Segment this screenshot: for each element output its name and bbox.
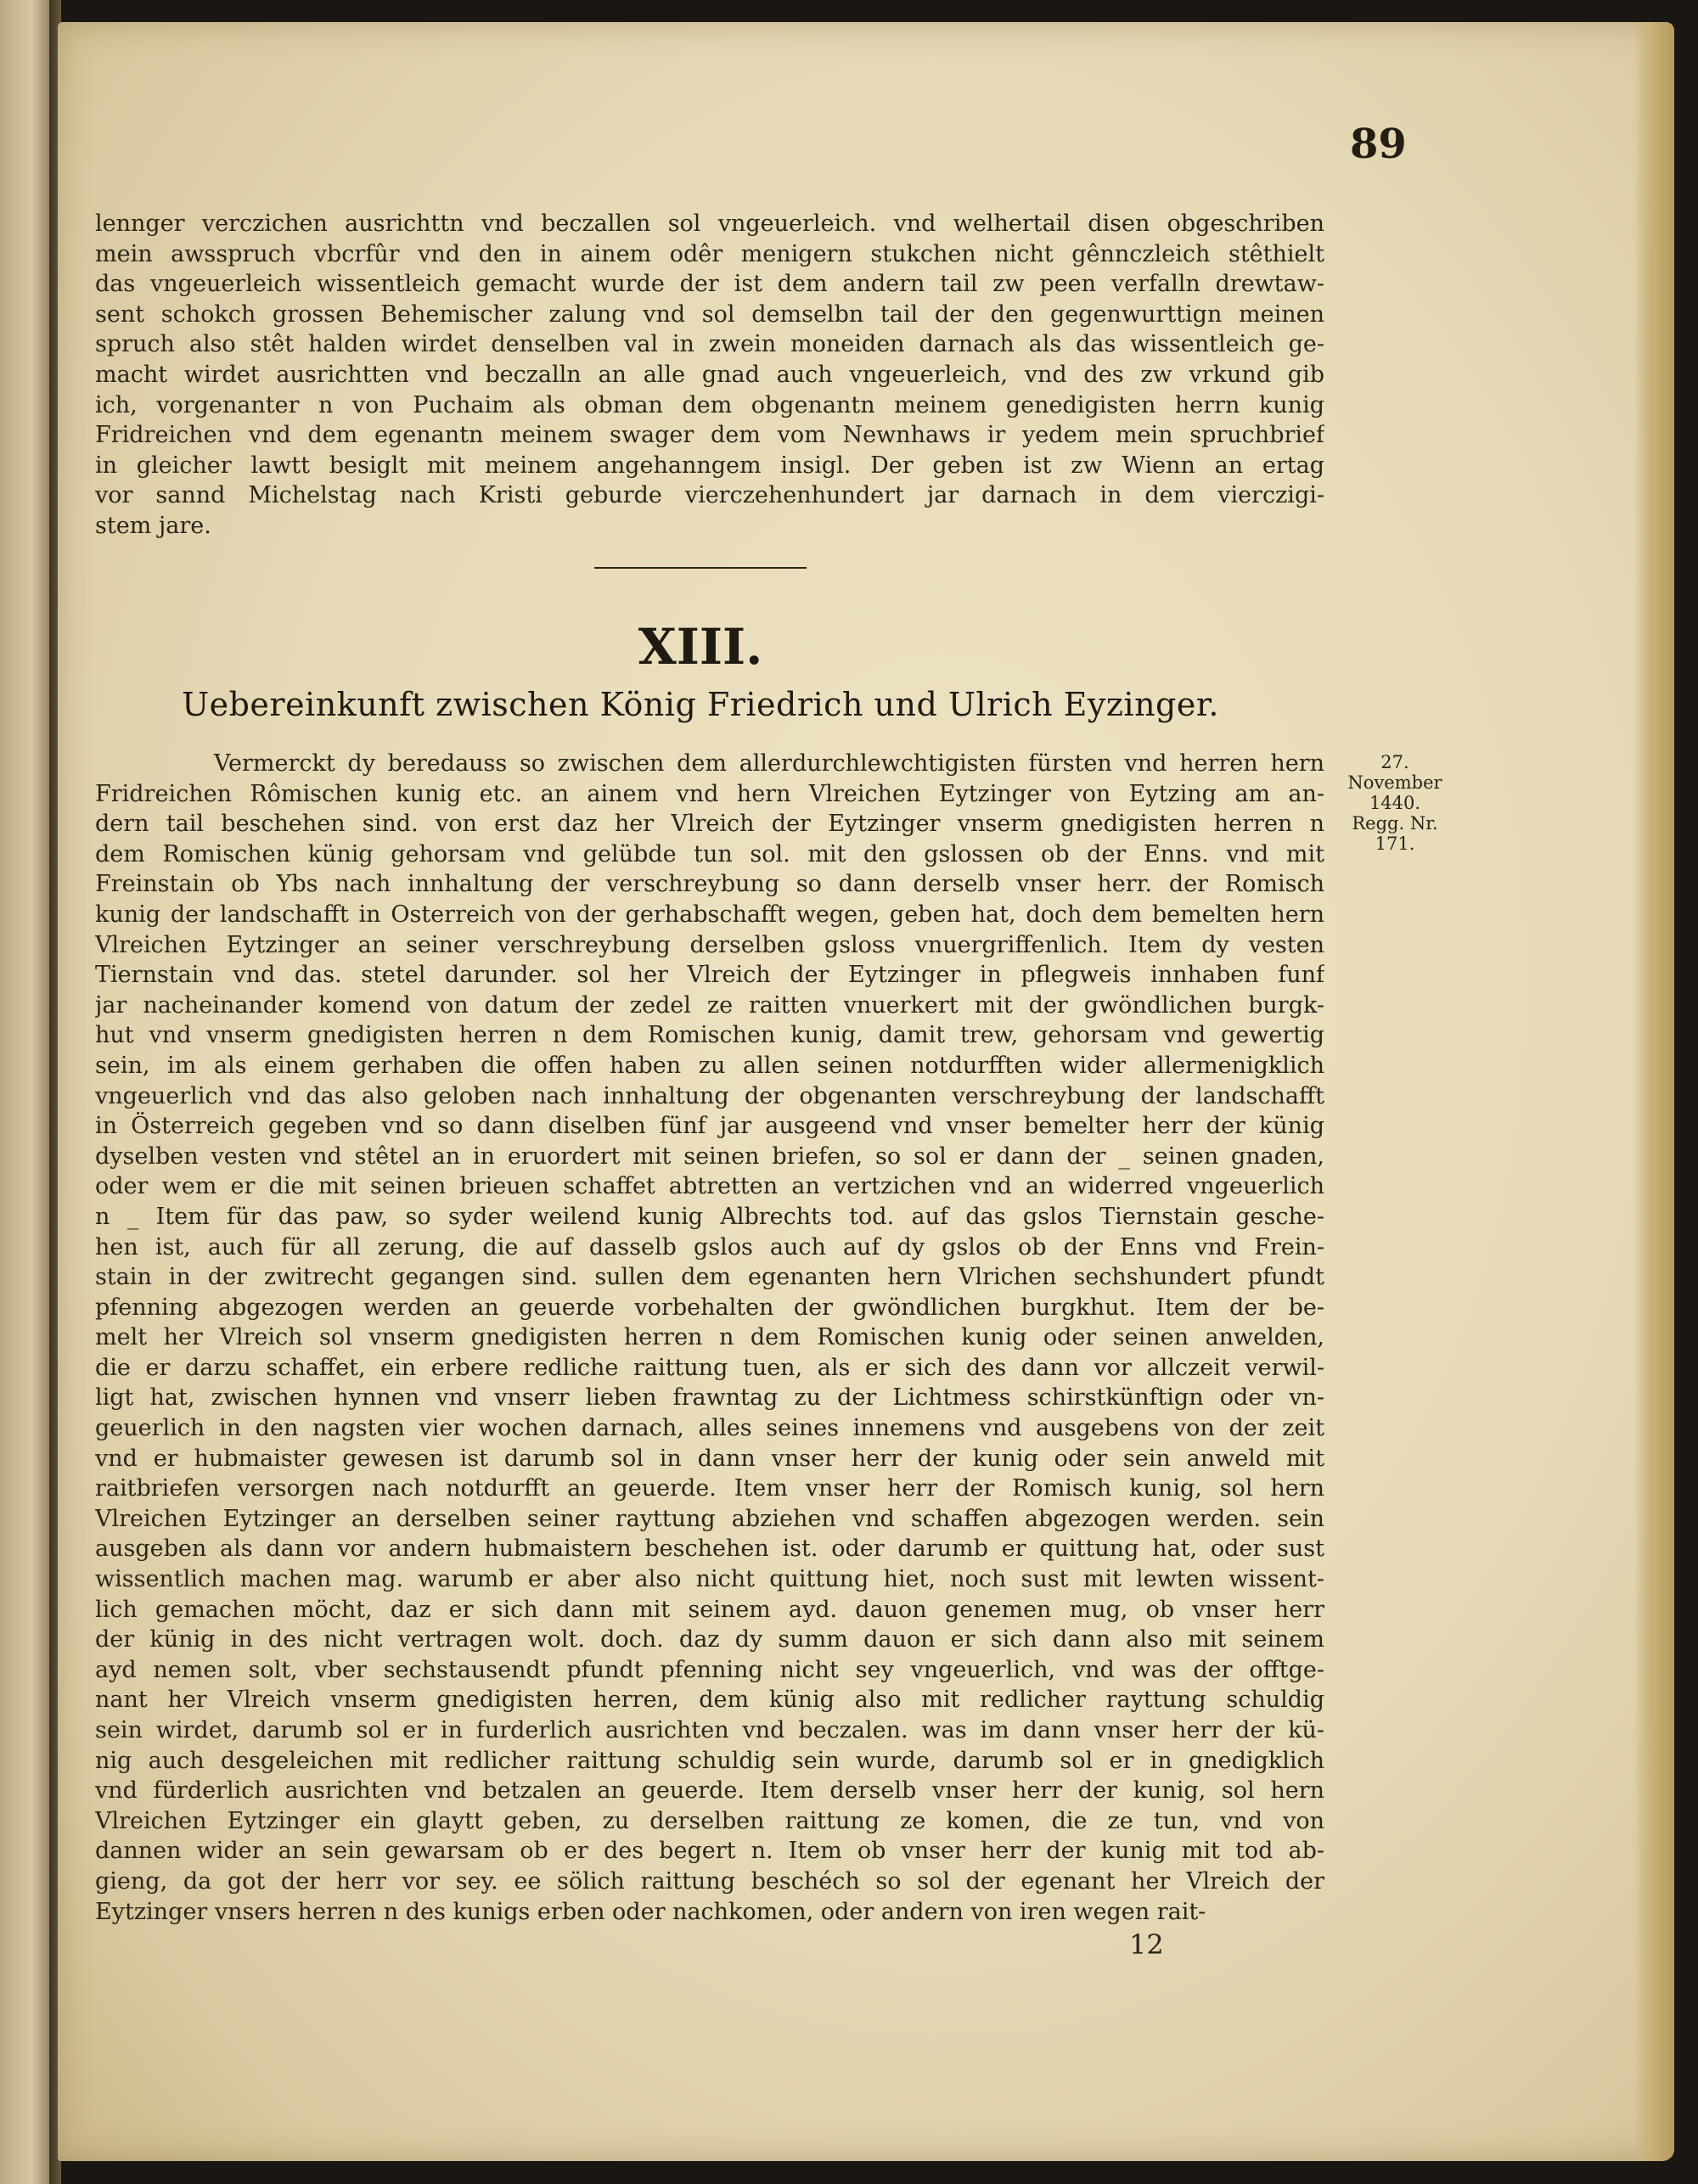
body-text-line: hut vnd vnserm gnedigisten herren n dem Romischen kunig, damit trew, gehorsam vnd gewertig — [95, 1022, 1324, 1049]
intro-text-line: lennger verczichen ausrichttn vnd beczallen sol vngeuerleich. vnd welhertail disen obgeschriben — [95, 211, 1324, 237]
body-text-line: Freinstain ob Ybs nach innhaltung der verschreybung so dann derselb vnser herr. der Romisch — [95, 871, 1324, 898]
intro-text-line: sent schokch grossen Behemischer zalung vnd sol demselbn tail der den gegenwurttign meinen — [95, 300, 1324, 328]
body-text-line: ligt hat, zwischen hynnen vnd vnserr lieben frawntag zu der Lichtmess schirstkünftign oder vn- — [95, 1384, 1324, 1412]
section-divider — [594, 567, 807, 569]
body-text-line: dyselben vesten vnd stêtel an in eruordert mit seinen briefen, so sol er dann der _ seinen gnaden, — [95, 1143, 1324, 1170]
body-text-line: nant her Vlreich vnserm gnedigisten herren, dem künig also mit redlicher rayttung schuldig — [95, 1687, 1324, 1714]
body-text-line: stain in der zwitrecht gegangen sind. sullen dem egenanten hern Vlrichen sechshundert pfundt — [95, 1264, 1324, 1291]
body-text-line: dannen wider an sein gewarsam ob er des begert n. Item ob vnser herr der kunig mit tod ab- — [95, 1838, 1324, 1865]
body-text-line: in Österreich gegeben vnd so dann diselben fünf jar ausgeend vnd vnser bemelter herr der künig — [95, 1113, 1324, 1140]
body-text-line: n _ Item für das paw, so syder weilend kunig Albrechts tod. auf das gslos Tiernstain gesche- — [95, 1203, 1324, 1230]
body-text-line: dern tail beschehen sind. von erst daz her Vlreich der Eytzinger vnserm gnedigisten herren n — [95, 811, 1324, 838]
body-text-line: Vlreichen Eytzinger an seiner verschreybung derselben gsloss vnuergriffenlich. Item dy vesten — [95, 931, 1324, 958]
body-text-line: ausgeben als dann vor andern hubmaistern beschehen ist. oder darumb er quittung hat, oder sust — [95, 1536, 1324, 1563]
page-number: 89 — [1350, 121, 1407, 168]
body-text-line: Fridreichen Rômischen kunig etc. an ainem vnd hern Vlreichen Eytzinger von Eytzing am an- — [95, 780, 1324, 807]
body-text-line: der künig in des nicht vertragen wolt. doch. daz dy summ dauon er sich dann also mit seinem — [95, 1626, 1324, 1653]
intro-text-line: macht wirdet ausrichtten vnd beczalln an alle gnad auch vngeuerleich, vnd des zw vrkund gib — [95, 361, 1324, 388]
intro-text-line: in gleicher lawtt besiglt mit meinem angehanngem insigl. Der geben ist zw Wienn an ertag — [95, 452, 1324, 479]
body-text-line: Eytzinger vnsers herren n des kunigs erben oder nachkomen, oder andern von iren wegen rait- — [95, 1898, 1206, 1925]
left-page-edge — [0, 0, 53, 2184]
body-text-line: vnd er hubmaister gewesen ist darumb sol in dann vnser herr der kunig oder sein anweld mit — [95, 1445, 1324, 1472]
body-text-line: melt her Vlreich sol vnserm gnedigisten herren n dem Romischen kunig oder seinen anwelden, — [95, 1324, 1324, 1351]
document-body — [95, 749, 1324, 1927]
body-text-line: hen ist, auch für all zerung, die auf dasselb gslos auch auf dy gslos ob der Enns vnd Frein- — [95, 1233, 1324, 1260]
body-text-line: ayd nemen solt, vber sechstausendt pfundt pfenning nicht sey vngeuerlich, vnd was der offtge- — [95, 1656, 1324, 1683]
printer-signature: 12 — [1129, 1929, 1164, 1961]
body-text-line: die er darzu schaffet, ein erbere redliche raittung tuen, als er sich des dann vor allczeit verwil- — [95, 1354, 1324, 1381]
intro-paragraph — [95, 209, 1324, 542]
body-text-line: nig auch desgeleichen mit redlicher raittung schuldig sein wurde, darumb sol er in gnedigklich — [95, 1747, 1324, 1774]
section-title: Uebereinkunft zwischen König Friedrich und Ulrich Eyzinger. — [182, 686, 1219, 723]
margin-note-date: 27. November — [1347, 752, 1442, 793]
body-text-line: gieng, da got der herr vor sey. ee sölich raittung beschéch so sol der egenant her Vlreich der — [95, 1867, 1324, 1895]
body-text-line: dem Romischen künig gehorsam vnd gelübde tun sol. mit den gslossen ob der Enns. vnd mit — [95, 840, 1324, 867]
margin-note — [1331, 752, 1459, 854]
body-text-line: kunig der landschafft in Osterreich von der gerhabschafft wegen, geben hat, doch dem bemelten hern — [95, 901, 1324, 928]
intro-text-line: Fridreichen vnd dem egenantn meinem swager dem vom Newnhaws ir yedem mein spruchbrief — [95, 422, 1324, 449]
body-text-line: oder wem er die mit seinen brieuen schaffet abtretten an vertzichen vnd an widerred vngeuerlich — [95, 1173, 1324, 1200]
body-text-line: pfenning abgezogen werden an geuerde vorbehalten der gwöndlichen burgkhut. Item der be- — [95, 1294, 1324, 1321]
body-text-line: Vermerckt dy beredauss so zwischen dem allerdurchlewchtigisten fürsten vnd herren hern — [214, 750, 1324, 777]
body-text-line: sein wirdet, darumb sol er in furderlich ausrichten vnd beczalen. was im dann vnser herr der kü- — [95, 1717, 1324, 1743]
body-text-line: Tiernstain vnd das. stetel darunder. sol her Vlreich der Eytzinger in pflegweis innhaben funf — [95, 962, 1324, 989]
section-numeral: XIII. — [638, 618, 763, 676]
intro-text-line: stem jare. — [95, 512, 211, 539]
body-text-line: raitbriefen versorgen nach notdurfft an geuerde. Item vnser herr der Romisch kunig, sol hern — [95, 1475, 1324, 1502]
margin-note-year: 1440. — [1369, 793, 1421, 813]
intro-text-line: vor sannd Michelstag nach Kristi geburde vierczehenhundert jar darnach in dem vierczigi- — [95, 482, 1324, 509]
body-text-line: sein, im als einem gerhaben die offen haben zu allen seinen notdurfften wider allermenigklich — [95, 1052, 1324, 1079]
intro-text-line: das vngeuerleich wissentleich gemacht wurde der ist dem andern tail zw peen verfalln drewtaw- — [95, 271, 1324, 298]
page-edge-shadow — [1633, 22, 1674, 2161]
body-text-line: wissentlich machen mag. warumb er aber also nicht quittung hiet, noch sust mit lewten wissent- — [95, 1566, 1324, 1593]
body-text-line: vnd fürderlich ausrichten vnd betzalen an geuerde. Item derselb vnser herr der kunig, sol hern — [95, 1777, 1324, 1805]
body-text-line: jar nacheinander komend von datum der zedel ze raitten vnuerkert mit der gwöndlichen burgk- — [95, 991, 1324, 1019]
intro-text-line: mein awsspruch vbcrfûr vnd den in ainem odêr menigern stukchen nicht gênnczleich stêthielt — [95, 240, 1324, 267]
intro-text-line: ich, vorgenanter n von Puchaim als obman dem obgenantn meinem genedigisten herrn kunig — [95, 391, 1324, 418]
body-text-line: lich gemachen möcht, daz er sich dann mit seinem ayd. dauon genemen mug, ob vnser herr — [95, 1596, 1324, 1623]
margin-note-regest: Regg. Nr. 171. — [1352, 813, 1438, 854]
body-text-line: geuerlich in den nagsten vier wochen darnach, alles seines innemens vnd ausgebens von der zeit — [95, 1415, 1324, 1442]
body-text-line: vngeuerlich vnd das also geloben nach innhaltung der obgenanten verschreybung der landschafft — [95, 1082, 1324, 1109]
intro-text-line: spruch also stêt halden wirdet denselben val in zwein moneiden darnach als das wissentleich ge- — [95, 331, 1324, 358]
body-text-line: Vlreichen Eytzinger ein glaytt geben, zu derselben raittung ze komen, die ze tun, vnd von — [95, 1807, 1324, 1834]
body-text-line: Vlreichen Eytzinger an derselben seiner rayttung abziehen vnd schaffen abgezogen werden. sein — [95, 1505, 1324, 1532]
